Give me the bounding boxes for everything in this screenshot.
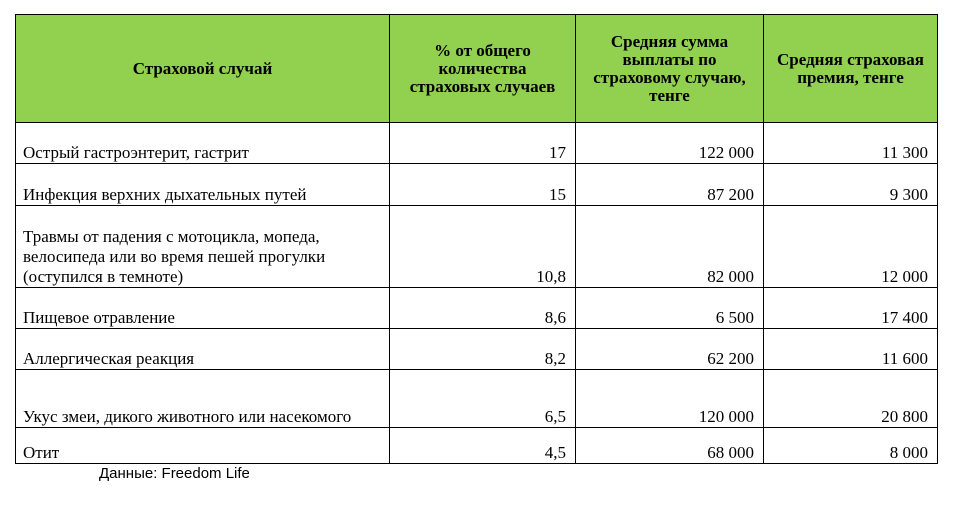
premium-value: 11 600 bbox=[764, 329, 938, 370]
table-row bbox=[16, 329, 938, 370]
percent-value: 6,5 bbox=[390, 370, 576, 428]
case-name: Травмы от падения с мотоцикла, мопеда, велосипеда или во время пешей прогулки (оступился в темноте) bbox=[16, 206, 390, 288]
percent-value: 17 bbox=[390, 123, 576, 164]
header-insurance-case: Страховой случай bbox=[16, 15, 390, 123]
header-percent-of-cases: % от общего количества страховых случаев bbox=[390, 15, 576, 123]
payout-value: 68 000 bbox=[576, 428, 764, 464]
premium-value: 9 300 bbox=[764, 164, 938, 206]
payout-value: 62 200 bbox=[576, 329, 764, 370]
premium-value: 11 300 bbox=[764, 123, 938, 164]
header-average-payout: Средняя сумма выплаты по страховому случаю, тенге bbox=[576, 15, 764, 123]
table-row bbox=[16, 206, 938, 288]
percent-value: 8,2 bbox=[390, 329, 576, 370]
table-row bbox=[16, 164, 938, 206]
table-row bbox=[16, 370, 938, 428]
case-name: Отит bbox=[16, 428, 390, 464]
table-row bbox=[16, 123, 938, 164]
case-name: Пищевое отравление bbox=[16, 288, 390, 329]
case-name: Инфекция верхних дыхательных путей bbox=[16, 164, 390, 206]
table-row bbox=[16, 428, 938, 464]
premium-value: 8 000 bbox=[764, 428, 938, 464]
payout-value: 87 200 bbox=[576, 164, 764, 206]
source-note: Данные: Freedom Life bbox=[99, 465, 250, 482]
case-name: Аллергическая реакция bbox=[16, 329, 390, 370]
percent-value: 10,8 bbox=[390, 206, 576, 288]
premium-value: 17 400 bbox=[764, 288, 938, 329]
insurance-cases-table bbox=[15, 14, 938, 464]
payout-value: 122 000 bbox=[576, 123, 764, 164]
case-name: Укус змеи, дикого животного или насекомого bbox=[16, 370, 390, 428]
header-average-premium: Средняя страховая премия, тенге bbox=[764, 15, 938, 123]
header-row bbox=[16, 15, 938, 123]
percent-value: 8,6 bbox=[390, 288, 576, 329]
premium-value: 20 800 bbox=[764, 370, 938, 428]
case-name: Острый гастроэнтерит, гастрит bbox=[16, 123, 390, 164]
payout-value: 82 000 bbox=[576, 206, 764, 288]
payout-value: 120 000 bbox=[576, 370, 764, 428]
percent-value: 15 bbox=[390, 164, 576, 206]
table-row bbox=[16, 288, 938, 329]
percent-value: 4,5 bbox=[390, 428, 576, 464]
premium-value: 12 000 bbox=[764, 206, 938, 288]
payout-value: 6 500 bbox=[576, 288, 764, 329]
